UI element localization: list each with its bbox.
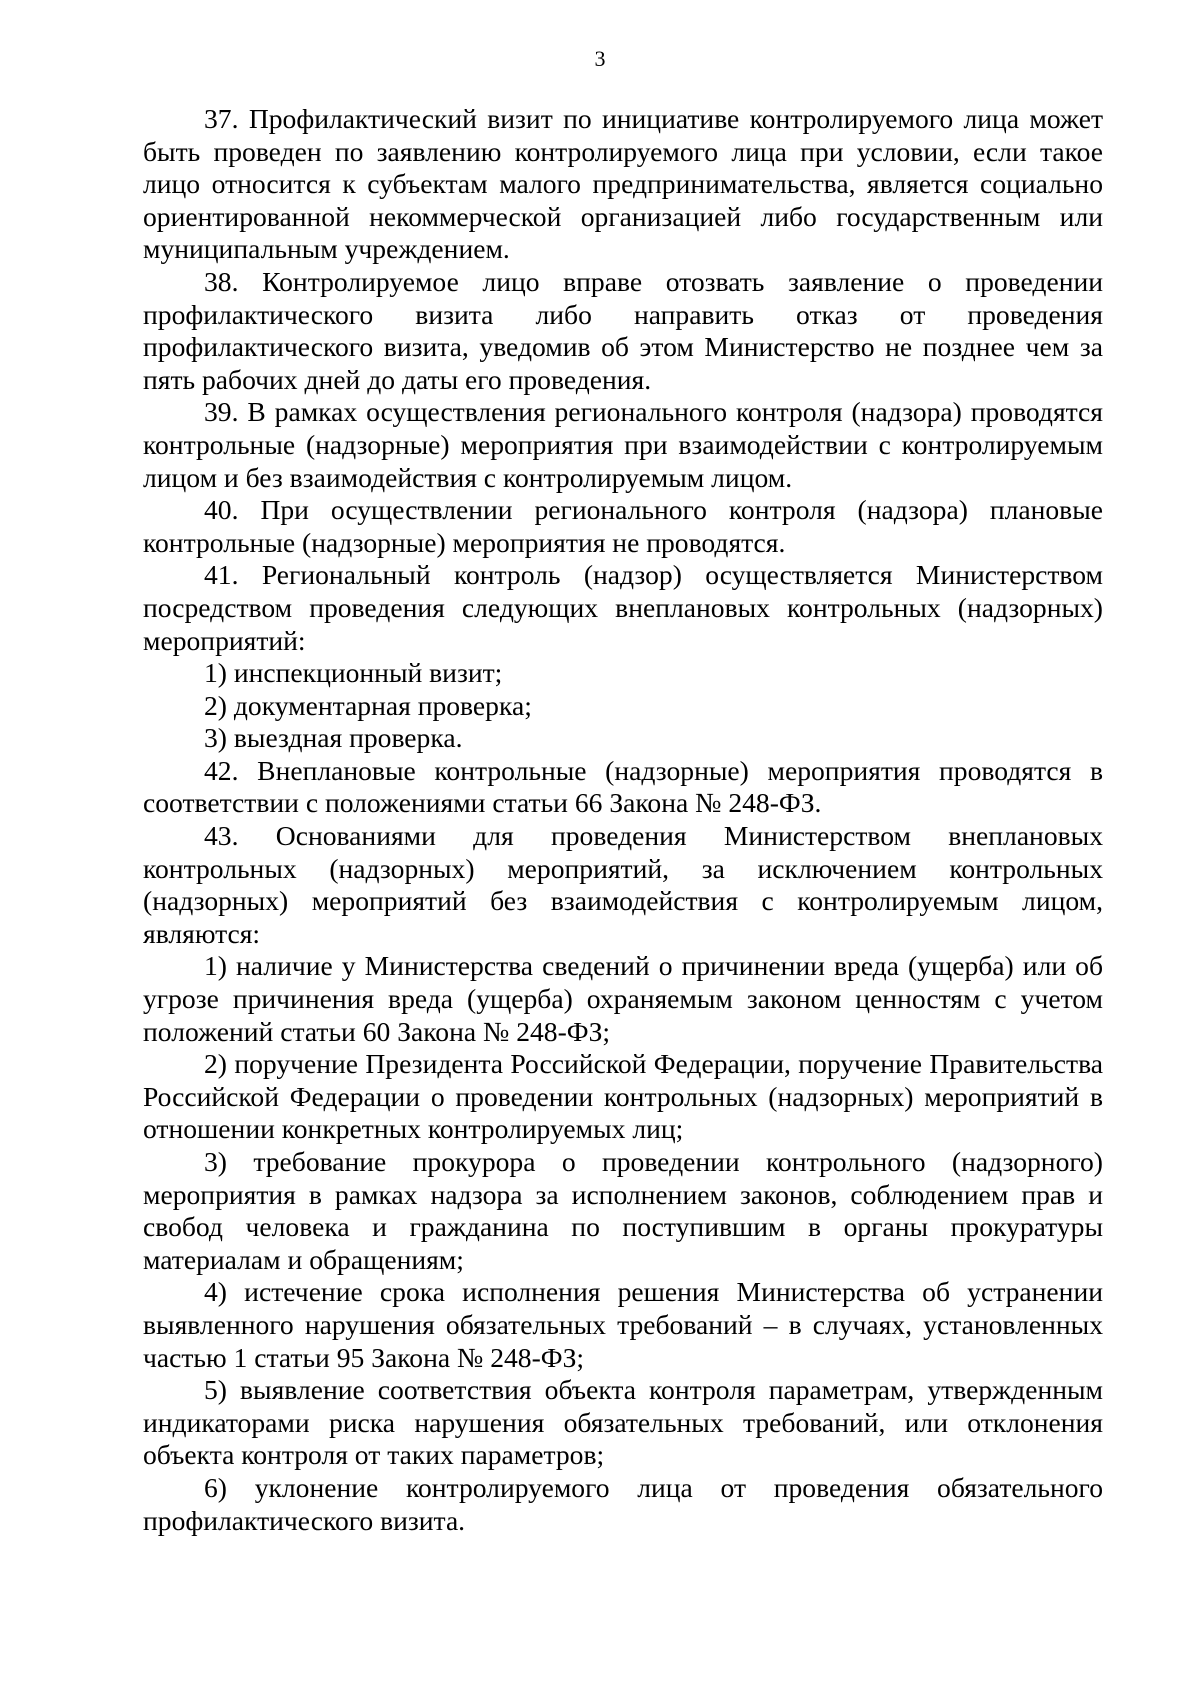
page-number: 3 <box>594 46 606 71</box>
paragraph-37: 37. Профилактический визит по инициативе контролируемого лица может быть проведен по заявлению контролируемого лица при условии, если такое лицо относится к субъектам малого предпринимательства, является социально ориентированной некоммерческой организацией либо государственным или муниципальным учреждением. <box>143 103 1103 265</box>
list-item-41-3: 3) выездная проверка. <box>204 722 463 754</box>
paragraph-40: 40. При осуществлении регионального контроля (надзора) плановые контрольные (надзорные) мероприятия не проводятся. <box>143 494 1103 558</box>
list-item-43-2: 2) поручение Президента Российской Федерации, поручение Правительства Российской Федерации о проведении контрольных (надзорных) мероприятий в отношении конкретных контролируемых лиц; <box>143 1048 1103 1145</box>
list-item-43-1: 1) наличие у Министерства сведений о причинении вреда (ущерба) или об угрозе причинения вреда (ущерба) охраняемым законом ценностям с учетом положений статьи 60 Закона № 248-ФЗ; <box>143 950 1103 1047</box>
document-body <box>143 103 1103 1537</box>
list-item-41-1: 1) инспекционный визит; <box>204 657 503 689</box>
list-item-43-3: 3) требование прокурора о проведении контрольного (надзорного) мероприятия в рамках надзора за исполнением законов, соблюдением прав и свобод человека и гражданина по поступившим в органы прокуратуры материалам и обращениям; <box>143 1146 1103 1275</box>
paragraph-43: 43. Основаниями для проведения Министерством внеплановых контрольных (надзорных) мероприятий, за исключением контрольных (надзорных) мероприятий без взаимодействия с контролируемым лицом, являются: <box>143 820 1103 949</box>
list-item-43-5: 5) выявление соответствия объекта контроля параметрам, утвержденным индикаторами риска нарушения обязательных требований, или отклонения объекта контроля от таких параметров; <box>143 1374 1103 1471</box>
paragraph-39: 39. В рамках осуществления регионального контроля (надзора) проводятся контрольные (надзорные) мероприятия при взаимодействии с контролируемым лицом и без взаимодействия с контролируемым лицом. <box>143 396 1103 493</box>
list-item-41-2: 2) документарная проверка; <box>204 689 532 721</box>
list-item-43-4: 4) истечение срока исполнения решения Министерства об устранении выявленного нарушения обязательных требований – в случаях, установленных частью 1 статьи 95 Закона № 248-ФЗ; <box>143 1276 1103 1373</box>
paragraph-38: 38. Контролируемое лицо вправе отозвать заявление о проведении профилактического визита либо направить отказ от проведения профилактического визита, уведомив об этом Министерство не позднее чем за пять рабочих дней до даты его проведения. <box>143 265 1103 395</box>
list-item-43-6: 6) уклонение контролируемого лица от проведения обязательного профилактического визита. <box>143 1471 1103 1536</box>
paragraph-41: 41. Региональный контроль (надзор) осуществляется Министерством посредством проведения следующих внеплановых контрольных (надзорных) мероприятий: <box>143 559 1103 656</box>
paragraph-42: 42. Внеплановые контрольные (надзорные) мероприятия проводятся в соответствии с положениями статьи 66 Закона № 248-ФЗ. <box>143 754 1103 819</box>
